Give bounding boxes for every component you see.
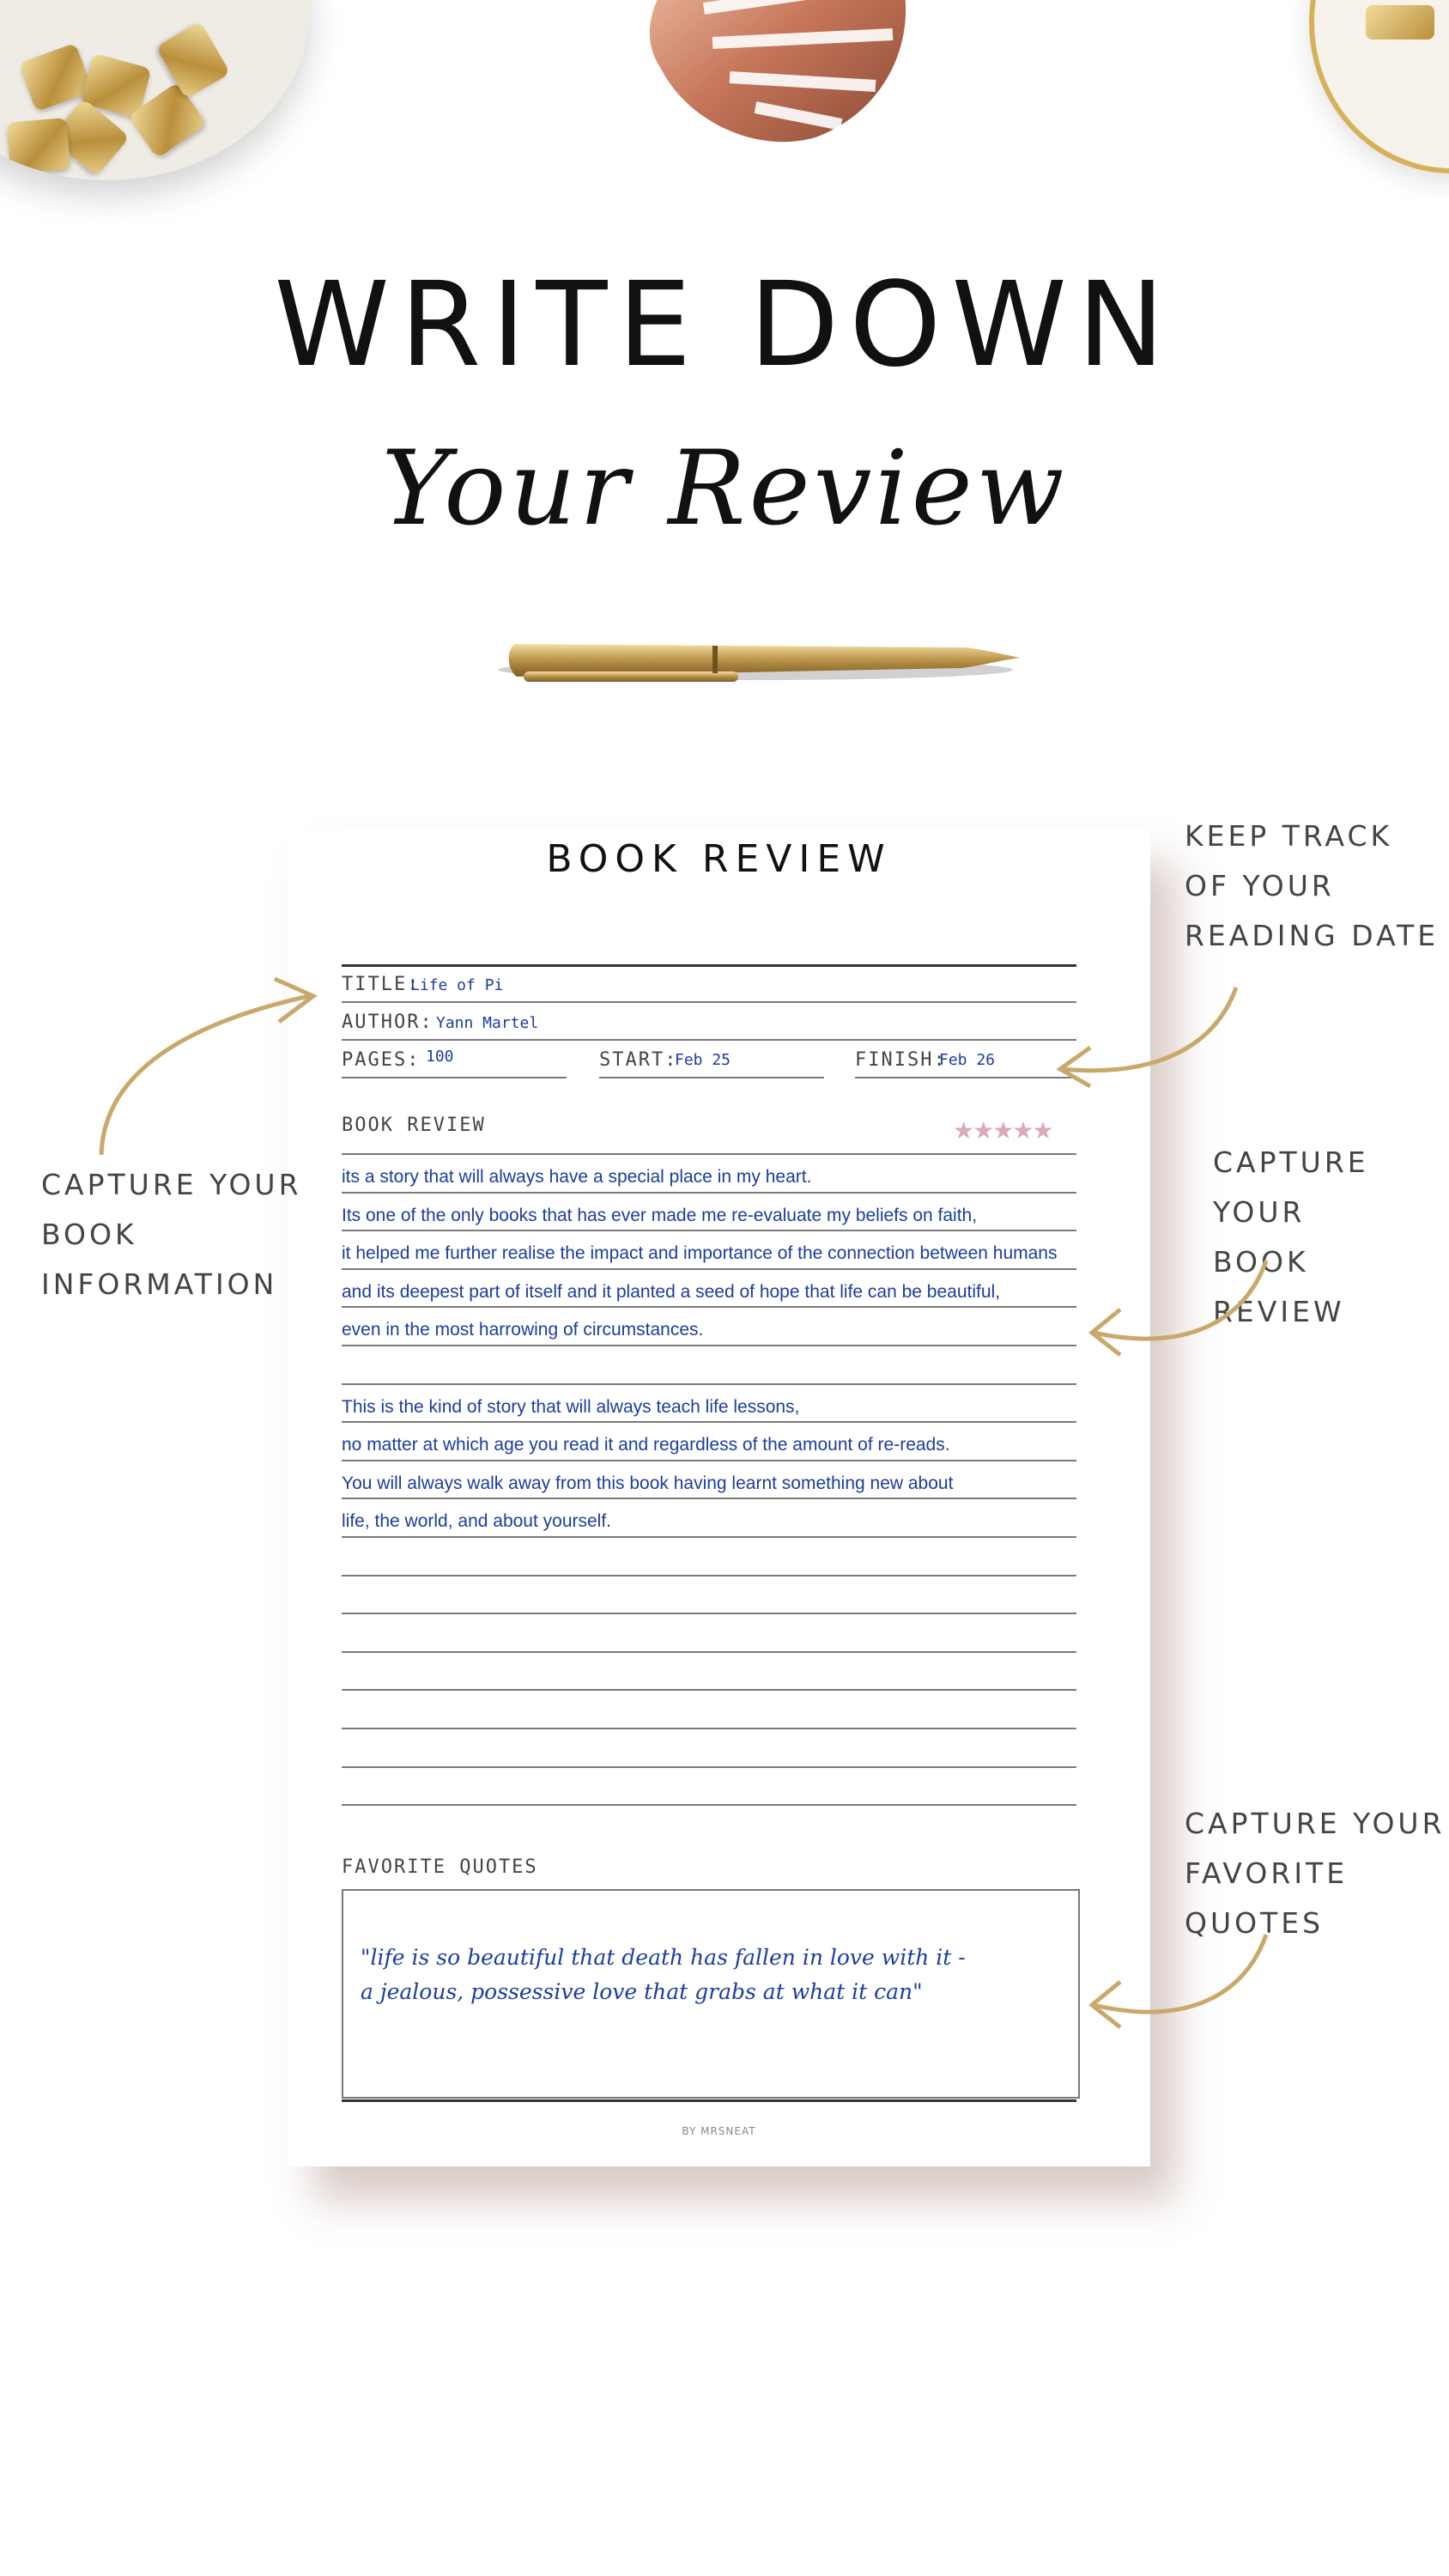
annotation-line: INFORMATION: [41, 1267, 278, 1301]
pages-label: PAGES:: [342, 1049, 421, 1071]
review-rule: [342, 1153, 1076, 1155]
annotation-favorite-quotes: [1185, 1799, 1449, 1948]
gold-pen-icon: [481, 610, 1030, 704]
star-icon[interactable]: ★: [992, 1116, 1013, 1145]
finish-field[interactable]: Feb 26: [939, 1051, 996, 1069]
annotation-book-info: [41, 1160, 302, 1309]
quotes-section-label: FAVORITE QUOTES: [342, 1856, 538, 1878]
arrow-icon: [1082, 1928, 1279, 2039]
review-rule: [342, 1728, 1076, 1729]
annotation-line: BOOK REVIEW: [1213, 1245, 1345, 1328]
annotation-line: CAPTURE YOUR: [1185, 1807, 1446, 1840]
arrow-icon: [86, 962, 326, 1168]
annotation-line: CAPTURE YOUR: [1213, 1145, 1369, 1229]
quote-line: "life is so beautiful that death has fallen in love with it -: [361, 1945, 966, 1970]
review-rule: [342, 1306, 1076, 1308]
review-rule: [342, 1498, 1076, 1499]
annotation-line: OF YOUR: [1185, 869, 1335, 902]
arrow-icon: [1052, 979, 1249, 1091]
review-rule: [342, 1689, 1076, 1691]
annotation-line: CAPTURE YOUR: [41, 1168, 302, 1201]
review-line: no matter at which age you read it and regardless of the amount of re-reads.: [342, 1435, 950, 1455]
review-rule: [342, 1804, 1076, 1806]
annotation-reading-date: [1185, 811, 1439, 961]
review-line: and its deepest part of itself and it planted a seed of hope that life can be beautiful,: [342, 1281, 1001, 1302]
star-icon[interactable]: ★: [1012, 1116, 1033, 1145]
title-field[interactable]: Life of Pi: [410, 976, 504, 994]
sheet-title: BOOK REVIEW: [546, 837, 892, 881]
author-underline: [342, 1039, 1076, 1041]
finish-label: FINISH:: [855, 1049, 947, 1071]
annotation-line: READING DATE: [1185, 919, 1440, 952]
arrow-icon: [1082, 1254, 1279, 1365]
review-rule: [342, 1192, 1076, 1194]
review-rule: [342, 1651, 1076, 1653]
review-line: it helped me further realise the impact and importance of the connection between humans: [342, 1243, 1058, 1264]
annotation-line: BOOK: [41, 1218, 137, 1251]
author-label: AUTHOR:: [342, 1012, 433, 1033]
review-rule: [342, 1613, 1076, 1614]
review-rule: [342, 1421, 1076, 1423]
review-section-label: BOOK REVIEW: [342, 1115, 486, 1136]
review-rule: [342, 1383, 1076, 1385]
author-field[interactable]: Yann Martel: [436, 1014, 539, 1032]
subtitle-script: Your Review: [381, 429, 1068, 549]
review-rule: [342, 1460, 1076, 1461]
review-rule: [342, 1575, 1076, 1577]
review-rule: [342, 1345, 1076, 1346]
title-label: TITLE:: [342, 974, 421, 995]
pages-field[interactable]: 100: [426, 1048, 454, 1066]
start-label: START:: [599, 1049, 678, 1071]
star-icon[interactable]: ★: [953, 1116, 973, 1145]
review-line: You will always walk away from this book having learnt something new about: [342, 1473, 954, 1493]
sheet-footer: BY MRSNEAT: [682, 2125, 756, 2137]
review-line: even in the most harrowing of circumstances.: [342, 1320, 704, 1340]
monstera-leaf-decoration: [627, 0, 927, 155]
review-rule: [342, 1536, 1076, 1538]
finish-underline: [855, 1077, 1076, 1078]
sheet-bottom-rule: [342, 2099, 1076, 2102]
trinket-plate: [1309, 0, 1449, 173]
review-rule: [342, 1766, 1076, 1768]
annotation-line: FAVORITE QUOTES: [1185, 1856, 1349, 1940]
paper-clip-bowl: [0, 0, 309, 180]
start-field[interactable]: Feb 25: [675, 1051, 731, 1069]
sheet-top-rule: [342, 964, 1076, 967]
title-underline: [342, 1001, 1076, 1003]
annotation-line: KEEP TRACK: [1185, 819, 1393, 853]
review-rule: [342, 1230, 1076, 1231]
quote-line: a jealous, possessive love that grabs at what it can": [361, 1979, 923, 2004]
review-line: life, the world, and about yourself.: [342, 1511, 612, 1532]
review-line: its a story that will always have a special place in my heart.: [342, 1167, 812, 1187]
star-icon[interactable]: ★: [973, 1116, 993, 1145]
pages-underline: [342, 1077, 567, 1078]
start-underline: [599, 1077, 824, 1078]
review-line: Its one of the only books that has ever made me re-evaluate my beliefs on faith,: [342, 1205, 978, 1225]
star-icon[interactable]: ★: [1032, 1116, 1052, 1145]
star-rating[interactable]: [953, 1116, 1052, 1145]
review-line: This is the kind of story that will always teach life lessons,: [342, 1396, 800, 1417]
headline: WRITE DOWN: [274, 258, 1175, 393]
review-rule: [342, 1268, 1076, 1270]
